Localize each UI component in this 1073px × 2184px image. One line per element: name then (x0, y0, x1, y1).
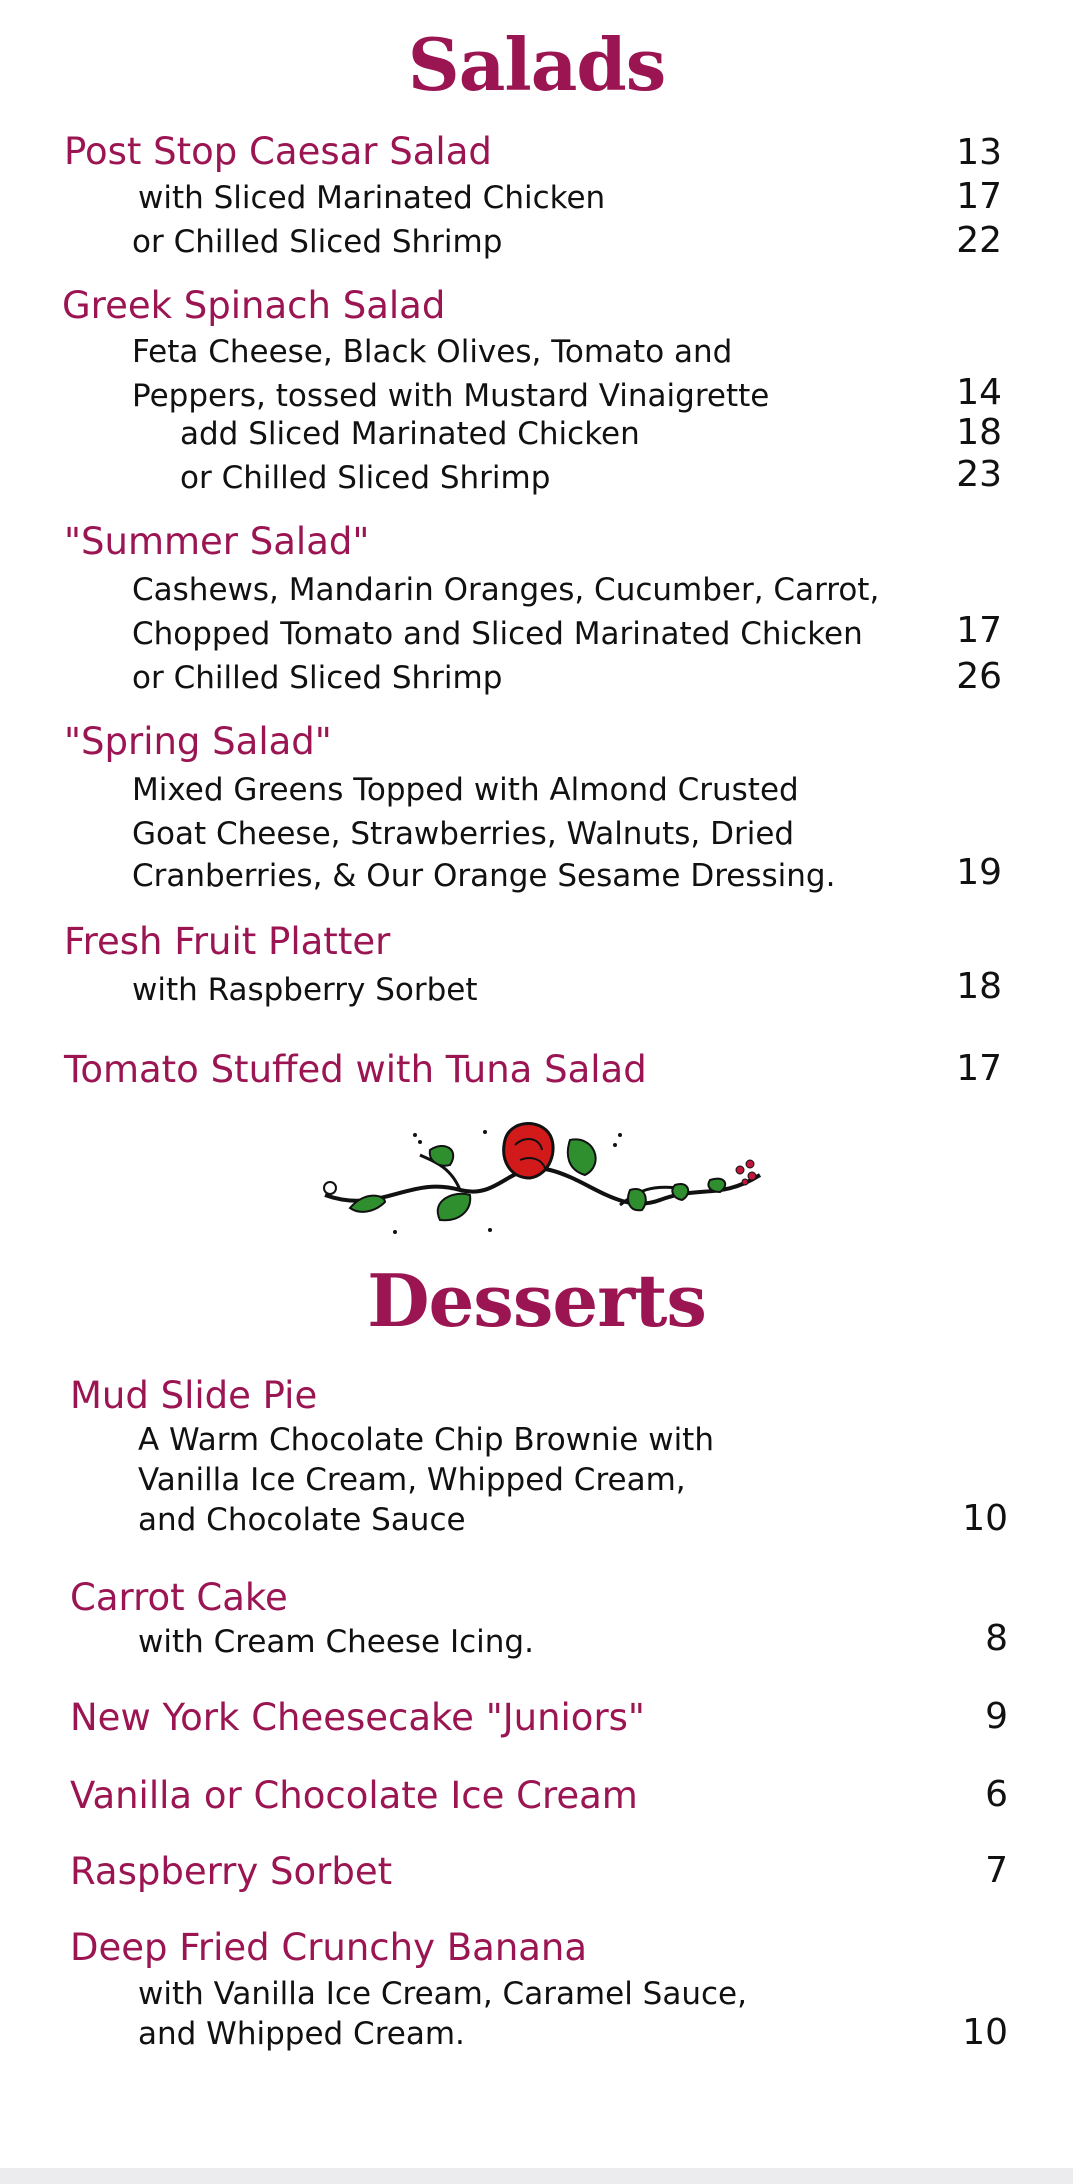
tuna-tomato-name: Tomato Stuffed with Tuna Salad (64, 1048, 647, 1091)
summer-desc-line2: Chopped Tomato and Sliced Marinated Chicken (132, 616, 863, 652)
summer-salad-price: 17 (956, 610, 1002, 651)
fruit-platter-name: Fresh Fruit Platter (64, 920, 391, 963)
greek-salad-name: Greek Spinach Salad (62, 284, 446, 327)
desserts-title: Desserts (367, 1258, 706, 1343)
caesar-salad-name: Post Stop Caesar Salad (64, 130, 492, 173)
summer-shrimp-price: 26 (956, 656, 1002, 697)
raspberry-sorbet-name: Raspberry Sorbet (70, 1850, 393, 1893)
greek-chicken-desc: add Sliced Marinated Chicken (180, 416, 640, 452)
banana-desc-line1: with Vanilla Ice Cream, Caramel Sauce, (138, 1976, 747, 2012)
mud-slide-pie-price: 10 (962, 1498, 1008, 1539)
banana-desc-line2: and Whipped Cream. (138, 2016, 465, 2052)
summer-desc-line1: Cashews, Mandarin Oranges, Cucumber, Carrot, (132, 572, 880, 608)
spring-desc-line2: Goat Cheese, Strawberries, Walnuts, Dried (132, 816, 795, 852)
banana-name: Deep Fried Crunchy Banana (70, 1926, 588, 1969)
ice-cream-price: 6 (985, 1774, 1008, 1815)
greek-shrimp-desc: or Chilled Sliced Shrimp (180, 460, 551, 496)
carrot-cake-price: 8 (985, 1618, 1008, 1659)
caesar-salad-price: 13 (956, 132, 1002, 173)
carrot-cake-name: Carrot Cake (70, 1576, 288, 1619)
spring-salad-price: 19 (956, 852, 1002, 893)
mud-slide-pie-name: Mud Slide Pie (70, 1374, 318, 1417)
spring-desc-line3: Cranberries, & Our Orange Sesame Dressing. (132, 858, 836, 894)
summer-shrimp-desc: or Chilled Sliced Shrimp (132, 660, 503, 696)
fruit-platter-desc: with Raspberry Sorbet (132, 972, 478, 1008)
ice-cream-name: Vanilla or Chocolate Ice Cream (70, 1774, 638, 1817)
banana-price: 10 (962, 2012, 1008, 2053)
salads-title: Salads (407, 22, 666, 107)
carrot-cake-desc: with Cream Cheese Icing. (138, 1624, 534, 1660)
fruit-platter-price: 18 (956, 966, 1002, 1007)
rose-vine-icon (320, 1120, 770, 1250)
spring-desc-line1: Mixed Greens Topped with Almond Crusted (132, 772, 799, 808)
greek-desc-line2: Peppers, tossed with Mustard Vinaigrette (132, 378, 770, 414)
mud-slide-desc-line3: and Chocolate Sauce (138, 1502, 466, 1538)
cheesecake-name: New York Cheesecake "Juniors" (70, 1696, 645, 1739)
mud-slide-desc-line2: Vanilla Ice Cream, Whipped Cream, (138, 1462, 686, 1498)
mud-slide-desc-line1: A Warm Chocolate Chip Brownie with (138, 1422, 714, 1458)
greek-desc-line1: Feta Cheese, Black Olives, Tomato and (132, 334, 733, 370)
caesar-shrimp-desc: or Chilled Sliced Shrimp (132, 224, 503, 260)
cheesecake-price: 9 (985, 1696, 1008, 1737)
caesar-chicken-desc: with Sliced Marinated Chicken (138, 180, 606, 216)
caesar-chicken-price: 17 (956, 176, 1002, 217)
greek-salad-price: 14 (956, 372, 1002, 413)
summer-salad-name: "Summer Salad" (64, 520, 370, 563)
caesar-shrimp-price: 22 (956, 220, 1002, 261)
tuna-tomato-price: 17 (956, 1048, 1002, 1089)
bottom-bar (0, 2168, 1073, 2184)
raspberry-sorbet-price: 7 (985, 1850, 1008, 1891)
spring-salad-name: "Spring Salad" (64, 720, 332, 763)
greek-shrimp-price: 23 (956, 454, 1002, 495)
greek-chicken-price: 18 (956, 412, 1002, 453)
